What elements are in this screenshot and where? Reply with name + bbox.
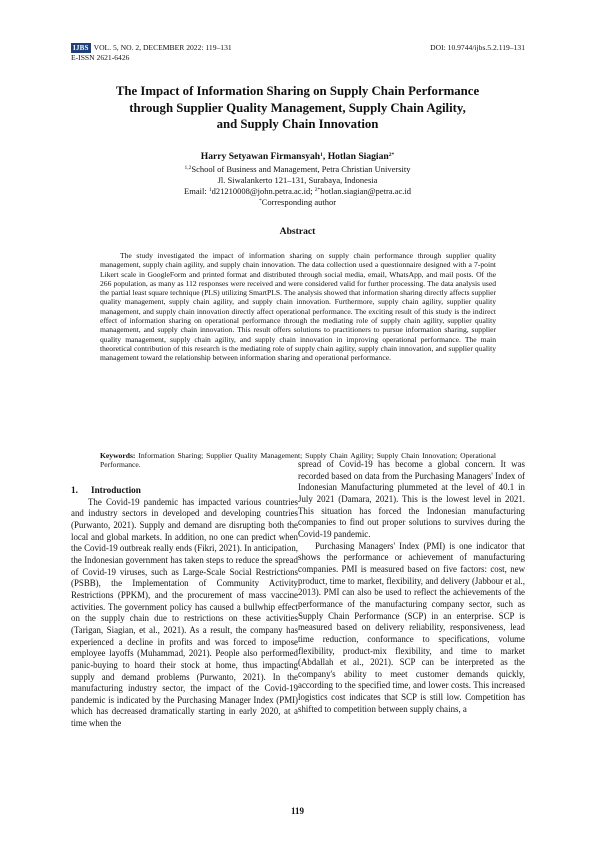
- body-paragraph: Purchasing Managers' Index (PMI) is one indicator that shows the performance or achievement of manufacturing companies. PMI is measured based on five factors: cost, new product, time to market, flexibility, and delivery (Jabbour et al., 2013). PMI can also be used to reflect the achievements of the performance of the manufacturing company sector, such as Supply Chain Performance (SCP) in an enterprise. SCP is measured based on delivery reliability, responsiveness, lead time reduction, conformance to specifications, volume flexibility, product-mix flexibility, and time to market (Abdallah et al., 2021). SCP can be interpreted as the company's ability to meet customer demands quickly, according to the specified time, and lower costs. This increased logistics cost indicates that SCP is still low. Competition has shifted to competition between supply chains, a: [298, 540, 525, 714]
- corresponding-marker: *: [258, 198, 262, 204]
- address: Jl. Siwalankerto 121–131, Surabaya, Indonesia: [217, 175, 378, 185]
- affiliation: School of Business and Management, Petra Christian University: [191, 164, 411, 174]
- running-header: [71, 43, 525, 63]
- right-column: [298, 459, 525, 715]
- body-paragraph: spread of Covid-19 has become a global concern. It was recorded based on data from the Purchasing Managers' Index of Indonesian Manufacturing plummeted at the level of 40.1 in July 2021 (Damara, 2021). This is the lowest level in 2021. This situation has forced the Indonesian manufacturing companies to find out proper solutions to survives during the Covid-19 pandemic.: [298, 459, 525, 539]
- email-marker: 2*: [314, 187, 321, 193]
- author-marker: 1: [320, 152, 323, 158]
- author-name: Harry Setyawan Firmansyah: [200, 151, 321, 162]
- email-marker: 1: [208, 187, 212, 193]
- affiliation-marker: 1,2: [184, 165, 192, 171]
- left-column: [71, 485, 298, 730]
- body-paragraph: The Covid-19 pandemic has impacted various countries and industry sectors in developed and developing countries (Purwanto, 2021). Supply and demand are disrupting both the local and global markets. In addition, no one can predict when the Covid-19 outbreak really ends (Fikri, 2021). In anticipation, the Indonesian government has taken steps to reduce the spread of Covid-19 viruses, such as Large-Scale Social Restrictions (PSBB), the Implementation of Community Activity Restrictions (PPKM), and the procurement of mass vaccine activities. The government policy has caused a bullwhip effect on the supply chain due to restrictions on these activities (Tarigan, Siagian, et al., 2021). As a result, the company has experienced a decline in profits and was forced to impose employee layoffs (Muhammad, 2021). People also performed panic-buying to hoard their stock at home, thus impacting supply and demand problems (Purwanto, 2021). In the manufacturing industry sector, the impact of the Covid-19 pandemic is indicated by the Purchasing Manager Index (PMI) which has decreased dramatically starting in early 2020, at a time when the: [71, 496, 298, 729]
- corresponding-note: Corresponding author: [261, 197, 337, 207]
- author-list: [60, 151, 535, 163]
- affiliation-block: [60, 164, 535, 208]
- email-address[interactable]: d21210008@john.petra.ac.id;: [211, 186, 315, 196]
- abstract-heading: Abstract: [279, 226, 316, 237]
- page-number: 119: [290, 806, 304, 816]
- email-label: Email:: [184, 186, 209, 196]
- author-marker: 2*: [388, 152, 395, 158]
- doi-link[interactable]: DOI: 10.9744/ijbs.5.2.119–131: [430, 43, 525, 52]
- journal-volume-line: VOL. 5, NO. 2, DECEMBER 2022: 119–131: [93, 43, 232, 52]
- issn-line: E-ISSN 2621-6426: [71, 53, 130, 62]
- email-address[interactable]: hotlan.siagian@petra.ac.id: [320, 186, 411, 196]
- abstract-text: The study investigated the impact of information sharing on supply chain performance through supplier quality management, supply chain agility, and supply chain innovation. The data collection used a questionnaire designed with a 7-point Likert scale in GoogleForm and printed format and distributed through social media, email, WhatsApp, and mail posts. Of the 266 population, as many as 112 responses were received and were considered valid for further processing. The data analysis used the partial least square technique (PLS) utilizing SmartPLS. The analysis showed that information sharing directly affects supplier quality management, supply chain agility, and supply chain innovation. Furthermore, supply chain agility, supplier quality management, and supply chain innovation directly affect operational performance. The exciting result of this study is the indirect effect of information sharing on operational performance through the mediating role of supply chain agility, supplier quality management, and supply chain innovation. This result offers solutions to practitioners to pursue information sharing, supplier quality management, supply chain agility, and supply chain innovation in improving operational performance. The main theoretical contribution of this research is the mediating role of supply chain agility, supply chain innovation, and supplier quality management toward the relationship between information sharing and operational performance.: [100, 251, 496, 363]
- title-line: The Impact of Information Sharing on Supply Chain Performance: [115, 84, 480, 98]
- author-separator: ,: [322, 151, 328, 162]
- section-title: Introduction: [91, 485, 141, 495]
- keywords-list: Information Sharing; Supplier Quality Management; Supply Chain Agility; Supply Chain Innovation; Operational Performance.: [100, 451, 496, 470]
- paper-title: [90, 83, 505, 133]
- section-number: 1.: [71, 485, 78, 495]
- keywords-label: Keywords:: [100, 451, 136, 460]
- author-name: Hotlan Siagian: [327, 151, 389, 162]
- title-line: and Supply Chain Innovation: [216, 117, 379, 131]
- title-line: through Supplier Quality Management, Supply Chain Agility,: [129, 100, 466, 115]
- section-heading: [71, 485, 298, 497]
- journal-logo: IJBS: [73, 44, 89, 52]
